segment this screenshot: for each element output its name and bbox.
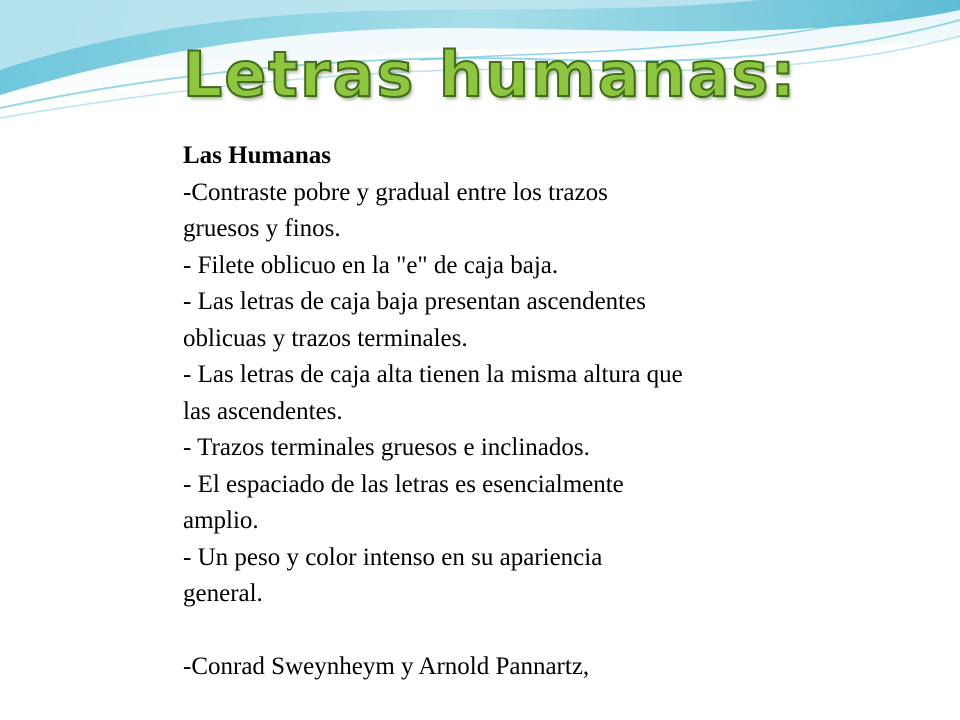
text-line: - Trazos terminales gruesos e inclinados. (183, 434, 590, 461)
blank-line (183, 613, 843, 650)
slide-body-text (183, 138, 843, 686)
text-line: -Conrad Sweynheym y Arnold Pannartz, (183, 653, 590, 680)
section-heading: Las Humanas (183, 142, 331, 169)
slide-title: Letras humanas: (182, 38, 798, 111)
text-line: - Un peso y color intenso en su apariencia (183, 543, 603, 571)
text-line: general. (183, 580, 263, 607)
text-line: - Filete oblicuo en la "e" de caja baja. (183, 251, 559, 279)
text-line: -Contraste pobre y gradual entre los trazos (183, 178, 608, 206)
text-line: oblicuas y trazos terminales. (183, 324, 468, 352)
text-line: gruesos y finos. (183, 215, 341, 242)
text-line: - Las letras de caja alta tienen la misma altura que (183, 361, 683, 388)
text-line: - El espaciado de las letras es esencialmente (183, 470, 624, 498)
text-line: - Las letras de caja baja presentan ascendentes (183, 288, 646, 315)
text-line: amplio. (183, 507, 259, 534)
text-line: las ascendentes. (183, 397, 343, 425)
